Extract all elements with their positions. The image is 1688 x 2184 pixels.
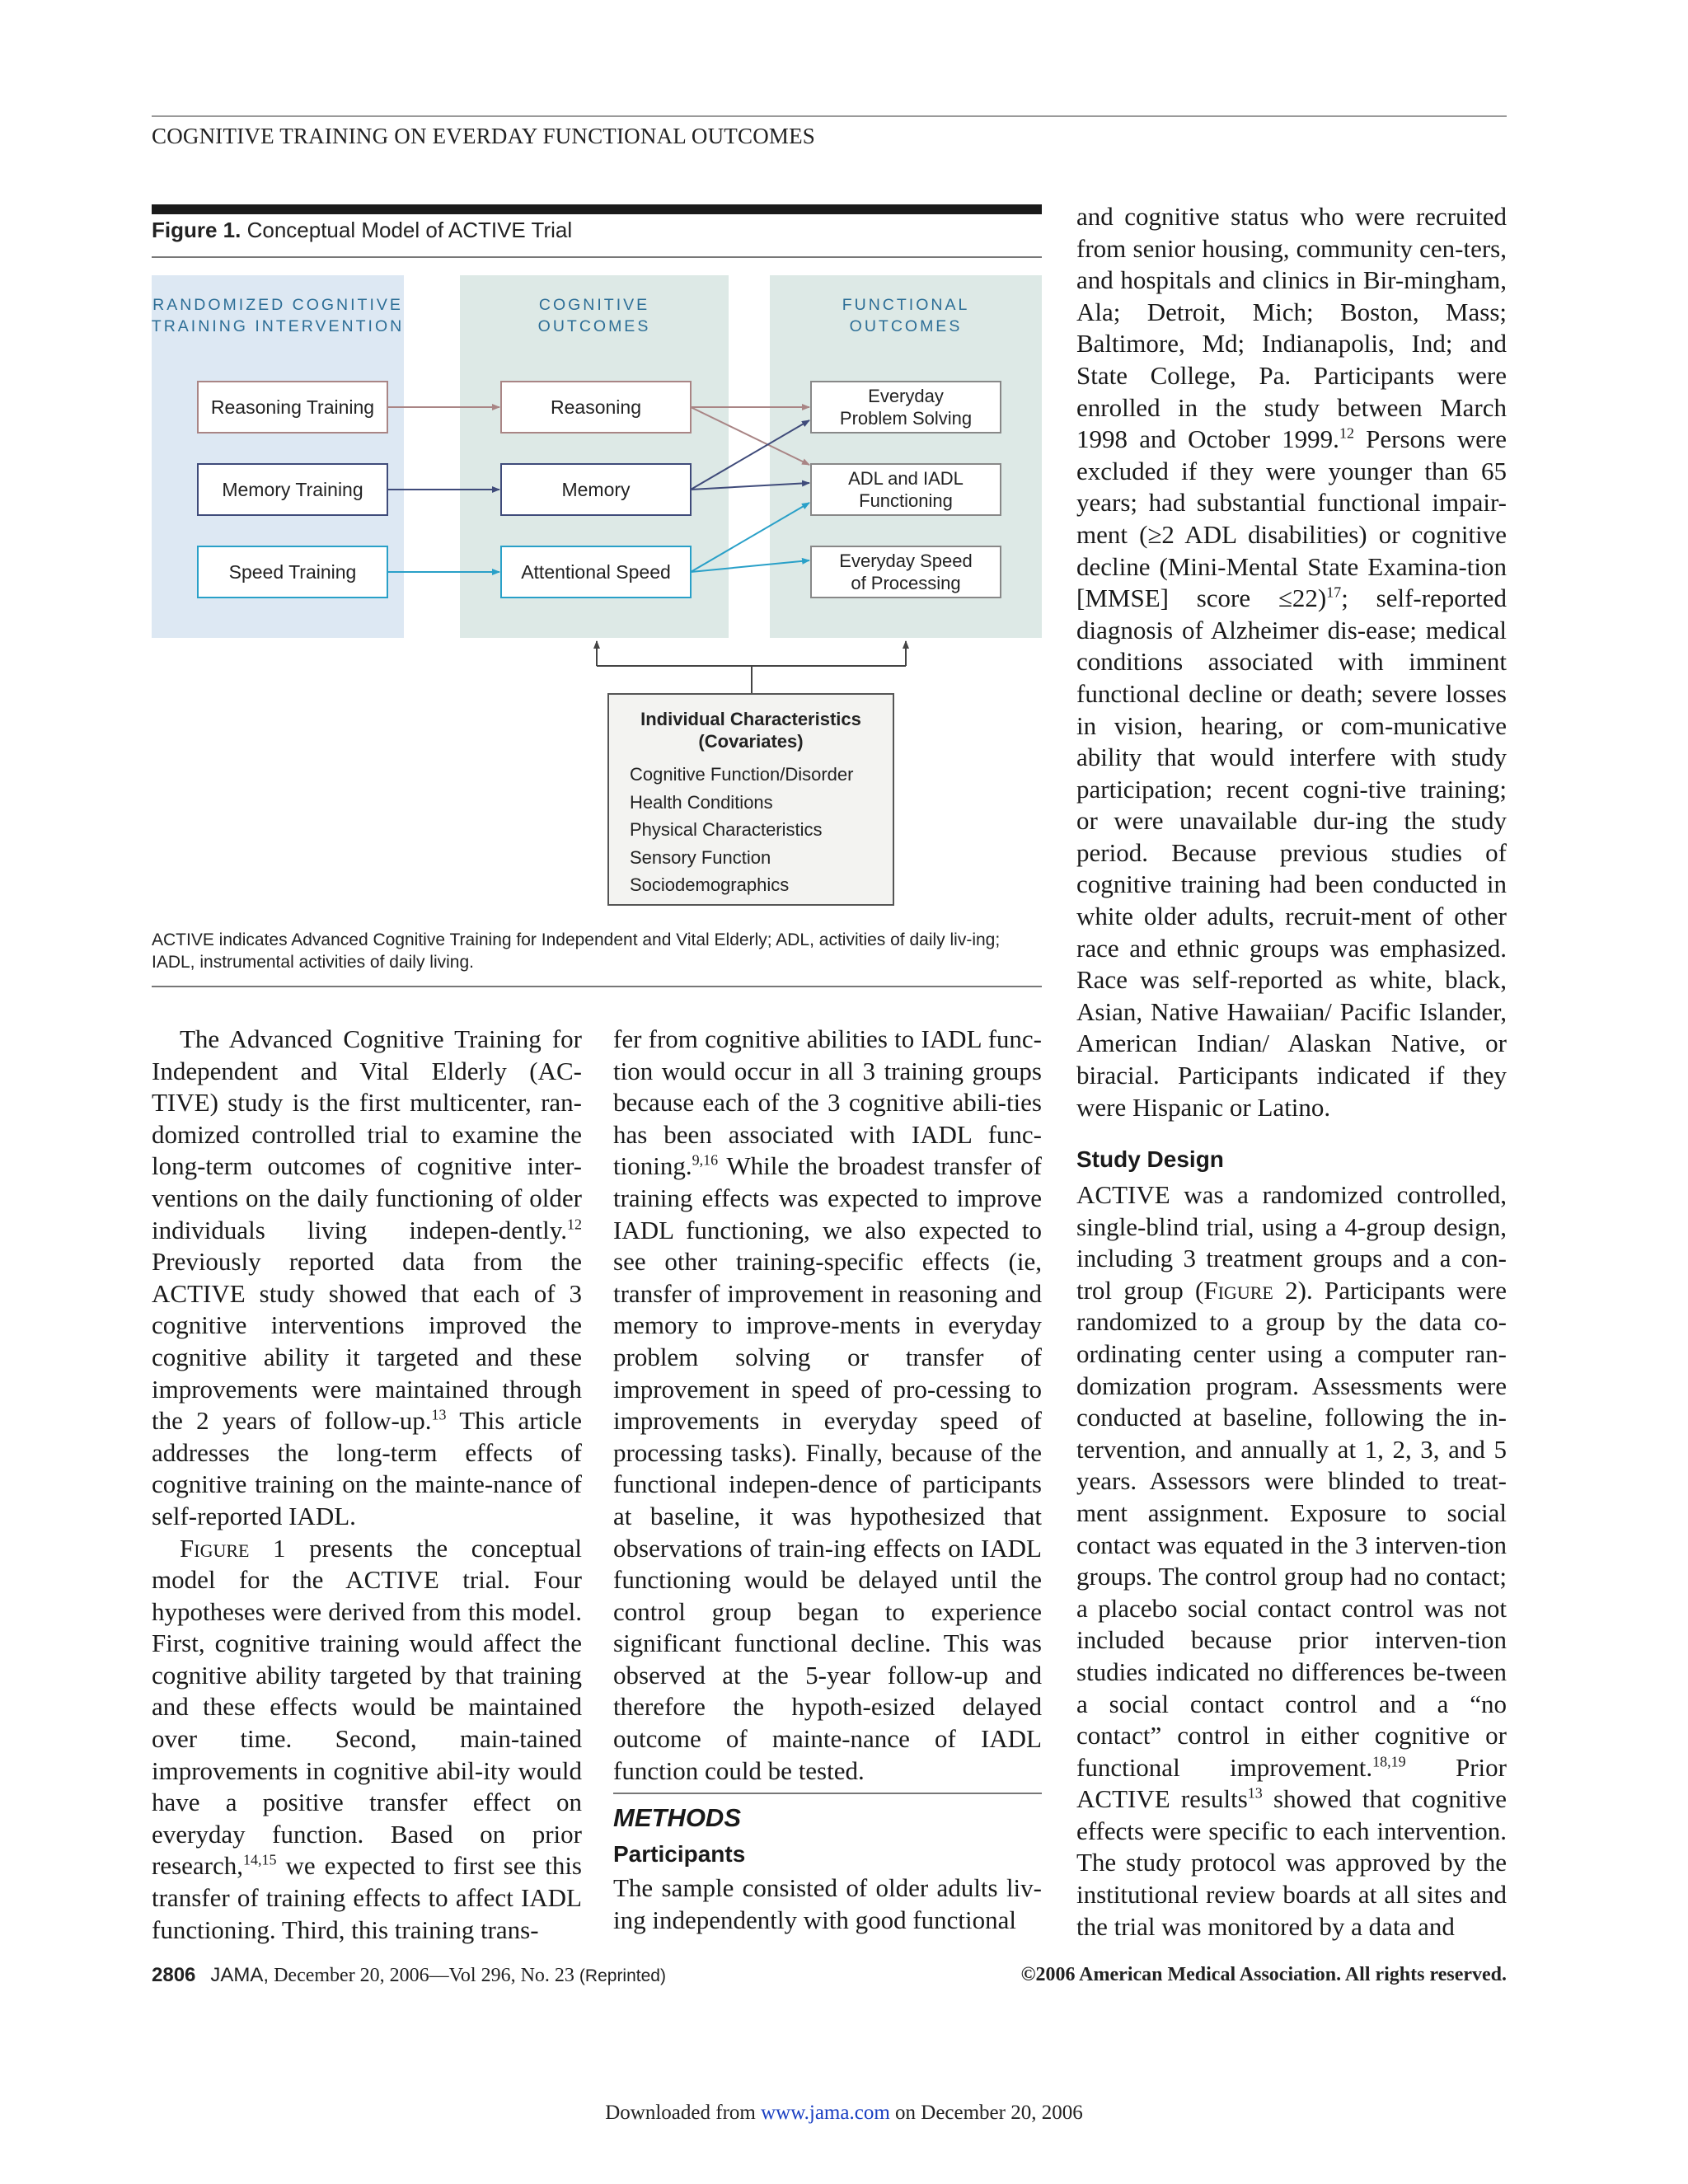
covariate-item: Health Conditions xyxy=(630,792,773,813)
paragraph: and cognitive status who were recruited from senior housing, community cen-ters, and hospitals and clinics in Bir-mingham, Ala; Detroit, Mich; Boston, Mass; Baltimore, Md; Indianapolis, Ind; and State College, Pa. Participants were enrolled in the study between March 1998 and October 1999.12 Persons were excluded if they were younger than 65 years; had substantial functional impair-ment (≥2 ADL disabilities) or cognitive decline (Mini-Mental State Examina-tion [MMSE] score ≤22)$^{17}$; self-reported diagnosis of Alzheimer dis-ease; medical conditions associated with imminent functional decline or death; severe losses in vision, hearing, or com-municative ability that would interfere with study participation; recent cogni-tive training; or were unavailable dur-ing the study period. Because previous studies of cognitive training had been conducted in white older adults, recruit-ment of other race and ethnic groups was emphasized. Race was self-reported as white, black, Asian, Native Hawaiian/ Pacific Islander, American Indian/ Alaskan Native, or biracial. Participants indicated if they were Hispanic or Latino. xyxy=(1076,202,1507,1122)
download-notice: Downloaded from www.jama.com on December 20, 2006 xyxy=(605,2102,1083,2124)
body-column-2 xyxy=(613,1024,1042,1787)
cognitive-header-line1: COGNITIVE xyxy=(538,296,650,314)
reasoning-label: Reasoning xyxy=(551,396,641,418)
figure-reference: Figure 2 xyxy=(1203,1275,1298,1305)
paragraph: ACTIVE was a randomized controlled, single-blind trial, using a 4-group design, including 3 treatment groups and a con-trol group (Figure 2). Participants were randomized to a group by the data co-ordinating center using a computer ran-domization program. Assessments were conducted at baseline, following the in-tervention, and annually at 1, 2, 3, and 5 years. Assessors were blinded to treat-ment assignment. Exposure to social contact was equated in the 3 interven-tion groups. The control group had no contact; a placebo social contact control was not included because prior interven-tion studies indicated no differences be-tween a social contact control and a “no contact” control in either cognitive or functional improvement.$^{18,19}$ Prior ACTIVE results$^{13}$ showed that cognitive effects were specific to each intervention. The study protocol was approved by the institutional review boards at all sites and the trial was monitored by a data and xyxy=(1076,1180,1507,1941)
everyday-speed-label-2: of Processing xyxy=(851,573,961,593)
paragraph: Figure 1 presents the conceptual model for the ACTIVE trial. Four hypotheses were derived from this model. First, cognitive training would affect the cognitive ability targeted by that training and these effects would be maintained over time. Second, main-tained improvements in cognitive abil-ity would have a positive transfer effect on everyday function. Based on prior research,$^{14,15}$ we expected to first see this transfer of training effects to affect IADL functioning. Third, this training trans- xyxy=(152,1533,582,1944)
functional-header-line1: FUNCTIONAL xyxy=(842,296,970,314)
citation: 14,15 xyxy=(243,1852,277,1869)
covariates-title-2: (Covariates) xyxy=(698,731,804,752)
speed-training-label: Speed Training xyxy=(228,561,357,583)
figure-reference: Figure 1 xyxy=(180,1533,286,1563)
body-column-3 xyxy=(1076,201,1507,1123)
covariate-connector xyxy=(597,666,906,694)
paragraph: The sample consisted of older adults liv-ing independently with good functional xyxy=(613,1873,1042,1934)
paragraph: fer from cognitive abilities to IADL func-tion would occur in all 3 training groups because each of the 3 cognitive abili-ties has been associated with IADL func-tioning.$^{9,16}$ While the broadest transfer of training effects was expected to improve IADL functioning, we also expected to see other training-specific effects (ie, transfer of improvement in reasoning and memory to improve-ments in everyday problem solving or transfer of improvement in speed of pro-cessing to improvements in everyday speed of processing tasks). Finally, because of the functional indepen-dence of participants at baseline, it was hypothesized that observations of train-ing effects on IADL functioning would be delayed until the control group began to experience significant functional decline. This was observed at the 5-year follow-up and therefore the hypoth-esized delayed outcome of mainte-nance of IADL function could be tested. xyxy=(613,1024,1042,1785)
study-design-heading: Study Design xyxy=(1076,1146,1224,1172)
participants-heading: Participants xyxy=(613,1841,746,1867)
running-head: COGNITIVE TRAINING ON EVERDAY FUNCTIONAL OUTCOMES xyxy=(152,124,816,148)
memory-training-label: Memory Training xyxy=(222,479,363,500)
intervention-header-line1: RANDOMIZED COGNITIVE xyxy=(152,296,403,314)
study-design-section xyxy=(1076,1143,1507,1943)
everyday-problem-solving-label-1: Everyday xyxy=(868,386,944,406)
paragraph: The Advanced Cognitive Training for Independent and Vital Elderly (AC-TIVE) study is the first multicenter, ran-domized controlled trial to examine the long-term outcomes of cognitive inter-ventions on the daily functioning of older individuals living indepen-dently.$^{12}$ Previously reported data from the ACTIVE study showed that each of 3 cognitive interventions improved the cognitive ability it targeted and these improvements were maintained through the 2 years of follow-up.$^{13}$ This article addresses the long-term effects of cognitive training on the mainte-nance of self-reported IADL. xyxy=(152,1024,582,1530)
adl-iadl-label-1: ADL and IADL xyxy=(848,468,964,489)
reasoning-training-label: Reasoning Training xyxy=(210,396,375,418)
covariate-item: Physical Characteristics xyxy=(630,819,823,840)
page-footer xyxy=(152,1964,1507,1987)
jama-link[interactable]: www.jama.com xyxy=(761,2102,890,2124)
covariate-item: Sensory Function xyxy=(630,847,771,868)
figure-title-text: Conceptual Model of ACTIVE Trial xyxy=(246,218,573,242)
methods-section xyxy=(613,1800,1042,1936)
everyday-speed-label-1: Everyday Speed xyxy=(839,551,973,571)
citation: 17 xyxy=(1326,583,1342,601)
citation: 12 xyxy=(1339,424,1354,442)
citation: 9,16 xyxy=(692,1152,719,1169)
citation: 13 xyxy=(431,1406,447,1423)
methods-heading: METHODS xyxy=(613,1803,741,1832)
page-number: 2806 xyxy=(152,1964,196,1986)
copyright: ©2006 American Medical Association. All rights reserved. xyxy=(1020,1964,1507,1985)
methods-rule xyxy=(613,1793,1042,1794)
attentional-speed-label: Attentional Speed xyxy=(521,561,671,583)
journal-name: JAMA, xyxy=(210,1964,270,1986)
conceptual-model-diagram xyxy=(152,264,1042,923)
covariates-title-1: Individual Characteristics xyxy=(640,709,861,729)
figure-caption: ACTIVE indicates Advanced Cognitive Training for Independent and Vital Elderly; ADL, activities of daily liv-ing; IADL, instrumental activities of daily living. xyxy=(152,930,1001,972)
citation: 13 xyxy=(1247,1784,1263,1802)
covariate-item: Sociodemographics xyxy=(630,874,790,895)
issue-info: December 20, 2006—Vol 296, No. 23 xyxy=(269,1965,579,1986)
citation: 12 xyxy=(567,1216,582,1233)
figure-bottom-rule xyxy=(152,986,1042,987)
reprinted-note: (Reprinted) xyxy=(579,1966,666,1985)
body-column-1 xyxy=(152,1024,582,1946)
header-rule xyxy=(152,115,1507,117)
covariate-item: Cognitive Function/Disorder xyxy=(630,764,854,785)
figure-label: Figure 1. xyxy=(152,218,241,242)
everyday-problem-solving-label-2: Problem Solving xyxy=(839,408,973,429)
figure-top-bar xyxy=(152,204,1042,214)
figure-title-rule xyxy=(152,256,1042,258)
memory-label: Memory xyxy=(561,479,631,500)
citation: 18,19 xyxy=(1372,1753,1406,1770)
functional-header-line2: OUTCOMES xyxy=(849,317,963,335)
figure-title xyxy=(152,218,572,243)
adl-iadl-label-2: Functioning xyxy=(859,490,953,511)
intervention-header-line2: TRAINING INTERVENTION xyxy=(152,317,405,335)
cognitive-header-line2: OUTCOMES xyxy=(537,317,651,335)
